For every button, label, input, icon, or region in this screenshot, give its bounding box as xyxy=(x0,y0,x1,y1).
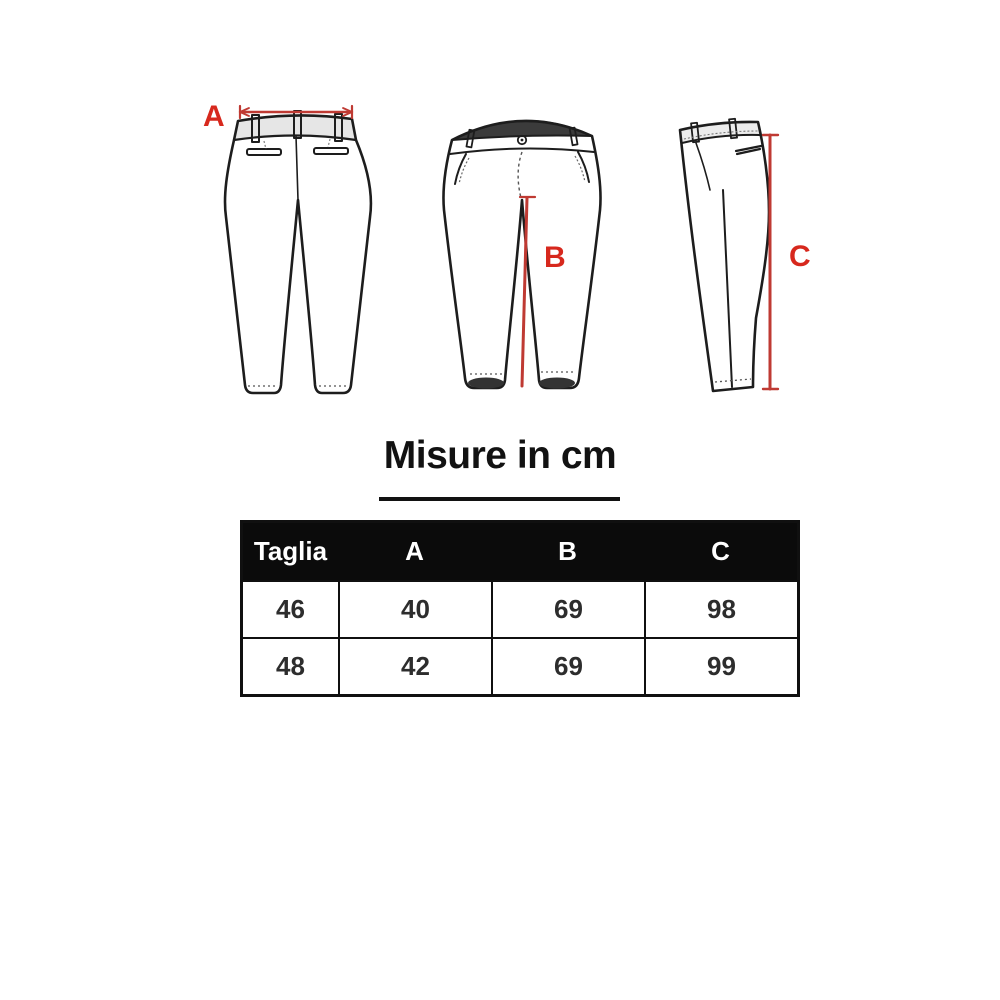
leg-hem-opening xyxy=(468,378,504,389)
waist-button-center xyxy=(521,139,524,142)
cell-a: 42 xyxy=(338,637,491,694)
hem-stitching xyxy=(715,379,751,382)
col-header-a: A xyxy=(338,523,491,580)
measure-label-c: C xyxy=(789,240,811,273)
pants-side-view-drawing xyxy=(666,110,790,402)
col-header-taglia: Taglia xyxy=(243,523,338,580)
pants-front-view-drawing xyxy=(440,108,604,400)
col-header-c: C xyxy=(644,523,797,580)
page-title: Misure in cm xyxy=(383,434,617,477)
cell-c: 99 xyxy=(644,637,797,694)
pocket-stitching xyxy=(459,156,585,184)
fly-stitching xyxy=(518,152,522,198)
title-underline xyxy=(379,497,620,501)
size-table xyxy=(240,520,800,697)
measure-label-a: A xyxy=(203,100,225,133)
pants-outline xyxy=(225,115,371,393)
front-pocket-opening xyxy=(455,152,589,184)
leg-crease xyxy=(723,190,732,387)
cell-size: 46 xyxy=(243,580,338,637)
cell-size: 48 xyxy=(243,637,338,694)
pants-back-view-drawing xyxy=(222,103,374,403)
back-pocket-welt xyxy=(314,148,348,154)
cell-b: 69 xyxy=(491,637,644,694)
front-seam xyxy=(696,143,710,190)
size-table-header-row xyxy=(243,523,797,580)
leg-hem-opening xyxy=(539,378,575,389)
back-pocket-welt xyxy=(247,149,281,155)
back-pocket-welt xyxy=(736,146,761,154)
table-row xyxy=(243,637,797,694)
cell-a: 40 xyxy=(338,580,491,637)
table-row xyxy=(243,580,797,637)
measure-line-b xyxy=(520,197,535,386)
measure-label-b: B xyxy=(544,241,566,274)
col-header-b: B xyxy=(491,523,644,580)
pants-outline xyxy=(680,122,769,391)
cell-c: 98 xyxy=(644,580,797,637)
center-back-seam xyxy=(296,136,298,200)
cell-b: 69 xyxy=(491,580,644,637)
